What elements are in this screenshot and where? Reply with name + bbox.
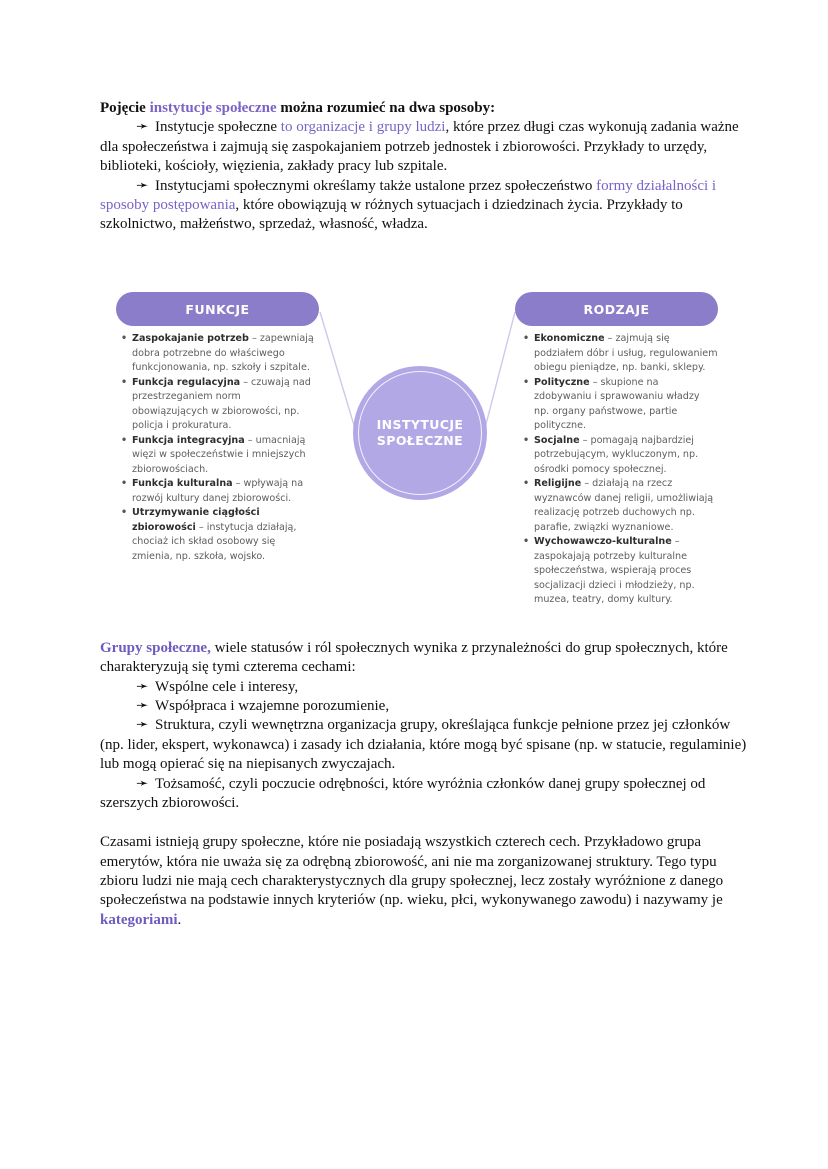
text: Instytucjami społecznymi określamy także ustalone przez społeczeństwo xyxy=(155,178,597,194)
types-list xyxy=(521,332,731,608)
text: Tożsamość, czyli poczucie odrębności, które wyróżnia członków danej grupy społecznej od xyxy=(155,776,706,792)
center-label-line2: SPOŁECZNE xyxy=(376,433,464,448)
item-text: rozwój kultury danej zbiorowości. xyxy=(132,492,292,504)
highlight-text: sposoby postępowania xyxy=(100,197,236,213)
list-item xyxy=(119,376,329,434)
arrow-icon: ➛ xyxy=(136,776,149,792)
item-text: – xyxy=(671,536,680,547)
item-text: polityczne. xyxy=(534,420,587,431)
item-text: – zapewniają xyxy=(248,333,314,344)
highlight-term: Grupy społeczne, xyxy=(100,640,211,656)
item-text: obiegu pieniądze, np. banki, sklepy. xyxy=(534,362,706,373)
text: Współpraca i wzajemne porozumienie, xyxy=(155,698,390,714)
text: , które obowiązują w różnych sytuacjach i dziedzinach życia. Przykłady to xyxy=(235,197,683,213)
categories-line3: zbioru ludzi nie mają cech charakterystycznych dla grupy społecznej, lecz zostały wyróżnione z danego xyxy=(100,873,724,889)
intro-heading xyxy=(100,99,495,118)
intro-point2-line3: szkolnictwo, małżeństwo, sprzedaż, własność, władza. xyxy=(100,216,428,232)
list-item xyxy=(521,376,731,434)
item-text: – wpływają na xyxy=(232,478,304,489)
arrow-icon: ➛ xyxy=(136,119,149,135)
item-text: – skupione na xyxy=(589,376,659,388)
intro-heading-pre: Pojęcie xyxy=(100,100,150,116)
item-text: funkcjonowania, np. szkoły i szpitale. xyxy=(132,362,310,373)
item-text: więzi w społeczeństwie i mniejszych xyxy=(132,449,306,460)
item-term: zbiorowości xyxy=(132,521,196,533)
item-term: Religijne xyxy=(534,478,582,489)
item-text: – instytucja działają, xyxy=(195,521,297,533)
text: Struktura, czyli wewnętrzna organizacja grupy, określająca funkcje pełnione przez jej członków xyxy=(155,717,731,733)
item-text: parafie, związki wyznaniowe. xyxy=(534,521,674,533)
item-term: Funkcja integracyjna xyxy=(132,434,245,446)
types-title: RODZAJE xyxy=(583,301,650,317)
arrow-icon: ➛ xyxy=(136,698,149,714)
list-item xyxy=(119,332,329,376)
categories-line4: społeczeństwa na podstawie innych kryteriów (np. wieku, płci, wykonywanego zawodu) i nazywamy je xyxy=(100,892,723,908)
item-term: Funkcja regulacyjna xyxy=(132,376,241,388)
list-item xyxy=(521,332,731,376)
center-label-line1: INSTYTUCJE xyxy=(376,417,464,432)
item-term: Socjalne xyxy=(534,434,580,446)
arrow-icon: ➛ xyxy=(136,679,149,695)
functions-title: FUNKCJE xyxy=(185,301,250,317)
text: wiele statusów i ról społecznych wynika z przynależności do grup społecznych, które xyxy=(210,640,728,656)
categories-line5 xyxy=(100,911,181,930)
categories-line2: emerytów, która nie uważa się za odrębną zbiorowość, ani nie ma zorganizowanej struktury. Tego typu xyxy=(100,854,717,870)
list-item xyxy=(521,477,731,535)
item-text: – zajmują się xyxy=(604,333,670,344)
functions-list xyxy=(119,332,329,564)
text: Wspólne cele i interesy, xyxy=(155,679,299,695)
intro-point2-line2 xyxy=(100,196,683,215)
intro-point1-line2: dla społeczeństwa i zajmują się zaspokajaniem potrzeb jednostek i zbiorowości. Przykłady to urzędy, xyxy=(100,139,708,155)
highlight-text: formy działalności i xyxy=(596,178,717,194)
item-text: ośrodki pomocy społecznej. xyxy=(534,463,667,475)
highlight-text: to organizacje i grupy ludzi xyxy=(280,119,446,135)
item-text: – pomagają najbardziej xyxy=(579,434,694,446)
item-text: realizację potrzeb duchowych np. xyxy=(534,507,695,518)
list-item xyxy=(521,434,731,478)
item-text: wyznawców danej religii, umożliwiają xyxy=(534,492,714,504)
item-text: muzea, teatry, domy kultury. xyxy=(534,594,673,605)
intro-heading-accent: instytucje społeczne xyxy=(149,100,277,116)
item-text: zaspokajają potrzeby kulturalne xyxy=(534,550,688,562)
text: Instytucje społeczne xyxy=(155,119,281,135)
item-text: zdobywaniu i sprawowaniu władzy xyxy=(534,391,700,402)
item-text: socjalizacji dzieci i młodzieży, np. xyxy=(534,579,695,591)
list-item xyxy=(119,477,329,506)
feature-3-line2: (np. lider, ekspert, wykonawca) i zasady ich działania, które mogą być spisane (np. w statucie, regulaminie) xyxy=(100,737,747,753)
feature-4-line1 xyxy=(136,775,705,794)
types-header xyxy=(515,292,718,326)
item-term: Zaspokajanie potrzeb xyxy=(132,333,249,344)
item-text: zmienia, np. szkoła, wojsko. xyxy=(132,550,266,562)
item-text: dobra potrzebne do właściwego xyxy=(132,347,285,359)
feature-3-line3: lub mogą opierać się na niepisanych zwyczajach. xyxy=(100,756,396,772)
item-term: Funkcja kulturalna xyxy=(132,478,233,489)
item-text: np. organy państwowe, partie xyxy=(534,405,678,417)
item-text: obowiązujących w zbiorowości, np. xyxy=(132,405,300,417)
feature-1 xyxy=(136,678,298,697)
item-text: potrzebującym, wykluczonym, np. xyxy=(534,449,699,460)
groups-lead-line1 xyxy=(100,639,728,658)
item-term: Utrzymywanie ciągłości xyxy=(132,507,260,518)
functions-header xyxy=(116,292,319,326)
item-text: przestrzeganiem norm xyxy=(132,391,241,402)
center-circle xyxy=(353,366,487,500)
groups-lead-line2: charakteryzują się tymi czterema cechami: xyxy=(100,659,356,675)
list-item xyxy=(119,434,329,478)
feature-2 xyxy=(136,697,389,716)
item-text: chociaż ich skład osobowy się xyxy=(132,536,276,547)
intro-point1-line3: biblioteki, kościoły, więzienia, zakłady pracy lub szpitale. xyxy=(100,158,448,174)
list-item xyxy=(119,506,329,564)
item-text: zbiorowościach. xyxy=(132,463,209,475)
list-item xyxy=(521,535,731,608)
categories-line1: Czasami istnieją grupy społeczne, które nie posiadają wszystkich czterech cech. Przykładowo grupa xyxy=(100,834,702,850)
item-text: – działają na rzecz xyxy=(581,478,673,489)
item-text: policja i prokuratura. xyxy=(132,420,232,431)
feature-3-line1 xyxy=(136,716,730,735)
text: , które przez długi czas wykonują zadania ważne xyxy=(445,119,739,135)
item-term: Ekonomiczne xyxy=(534,333,605,344)
feature-4-line2: szerszych zbiorowości. xyxy=(100,795,240,811)
arrow-icon: ➛ xyxy=(136,717,149,733)
intro-heading-post: można rozumieć na dwa sposoby: xyxy=(276,100,496,116)
item-term: Polityczne xyxy=(534,376,590,388)
item-text: podziałem dóbr i usług, regulowaniem xyxy=(534,347,718,359)
item-text: – czuwają nad xyxy=(240,376,311,388)
text: . xyxy=(177,912,182,928)
item-term: Wychowawczo-kulturalne xyxy=(534,536,672,547)
center-label xyxy=(377,417,464,449)
intro-point2-line1 xyxy=(136,177,716,196)
highlight-term: kategoriami xyxy=(100,912,178,928)
intro-point1-line1 xyxy=(136,118,739,137)
item-text: społeczeństwa, wspierają proces xyxy=(534,565,692,576)
arrow-icon: ➛ xyxy=(136,178,149,194)
item-text: – umacniają xyxy=(244,434,306,446)
